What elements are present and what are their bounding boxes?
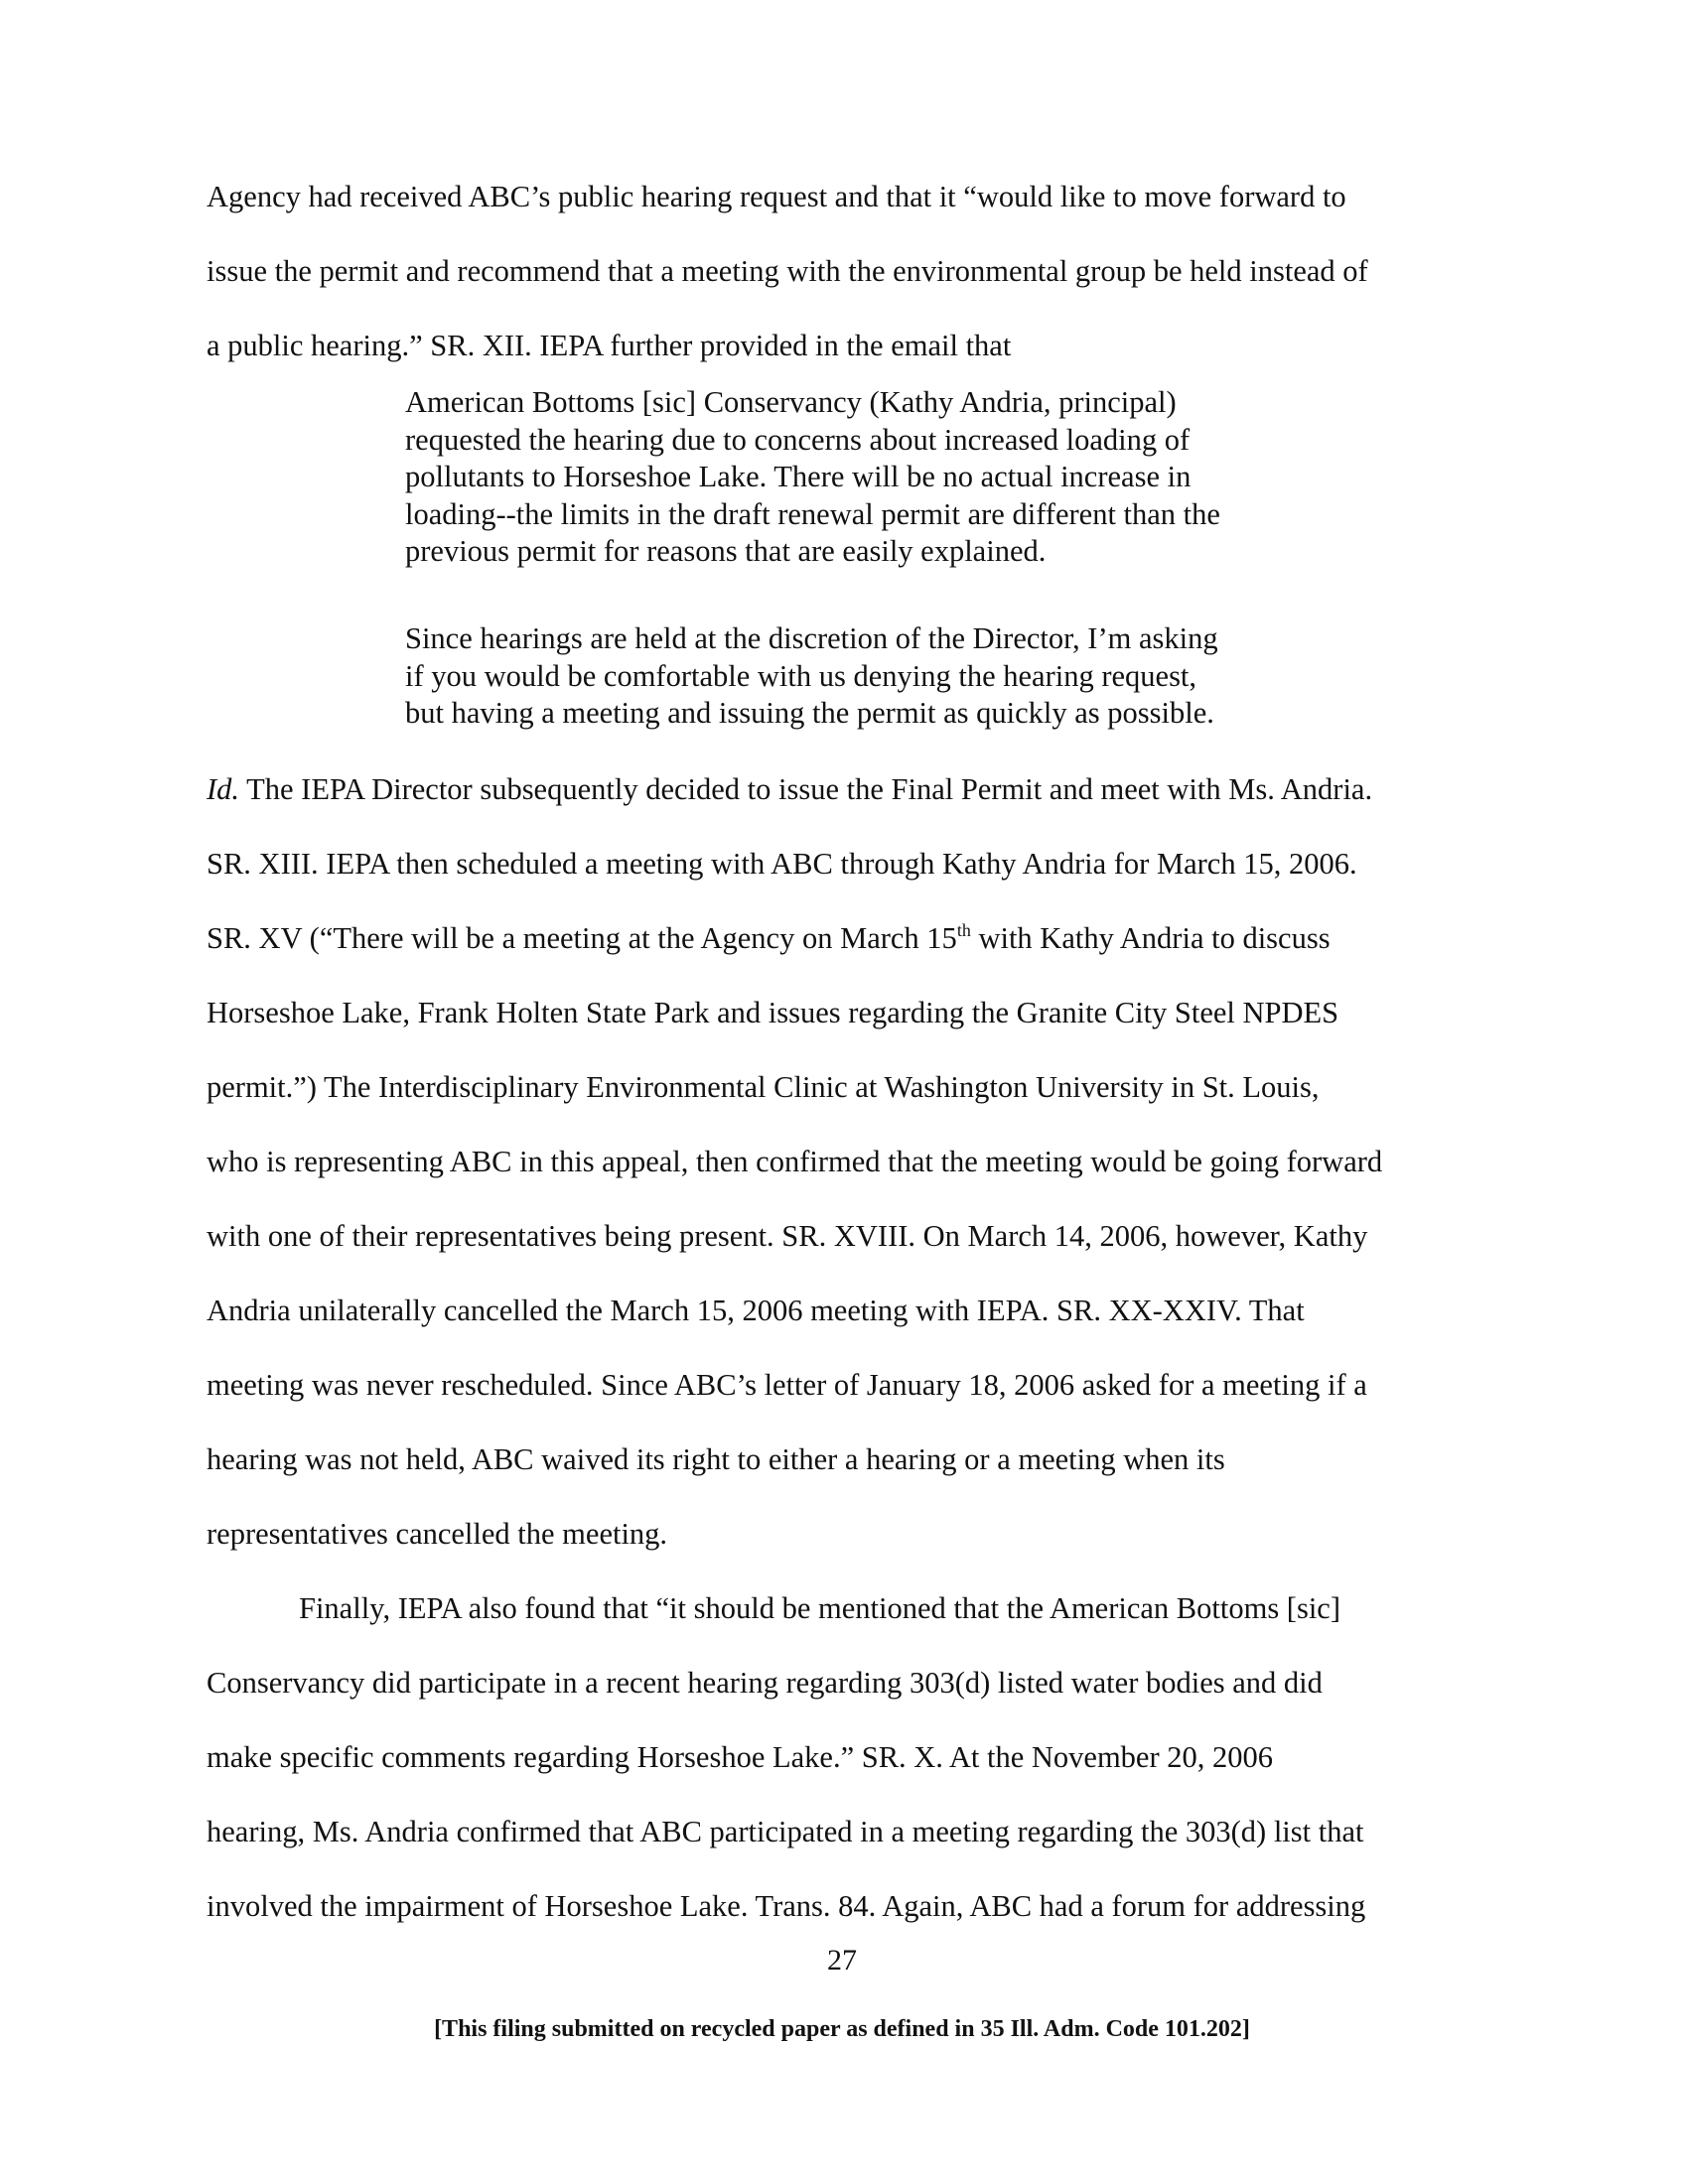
citation-id: Id.: [207, 772, 240, 806]
body-line-text: SR. XV (“There will be a meeting at the Agency on March 15: [207, 921, 957, 955]
body-line: [207, 774, 1372, 805]
body-line: Conservancy did participate in a recent hearing regarding 303(d) listed water bodies and did: [207, 1666, 1323, 1700]
superscript-th: th: [956, 920, 971, 940]
block-quote-paragraph: [405, 620, 1299, 733]
quote-line: but having a meeting and issuing the permit as quickly as possible.: [405, 696, 1214, 730]
body-line-text: The IEPA Director subsequently decided to issue the Final Permit and meet with Ms. Andria.: [239, 772, 1373, 806]
body-line: issue the permit and recommend that a meeting with the environmental group be held instead of: [207, 254, 1368, 288]
body-line: hearing was not held, ABC waived its right to either a hearing or a meeting when its: [207, 1442, 1225, 1476]
body-line: Finally, IEPA also found that “it should be mentioned that the American Bottoms [sic]: [299, 1591, 1341, 1625]
body-line: involved the impairment of Horseshoe Lake. Trans. 84. Again, ABC had a forum for addressing: [207, 1889, 1366, 1923]
body-line: Agency had received ABC’s public hearing request and that it “would like to move forward to: [207, 180, 1346, 213]
body-line: Horseshoe Lake, Frank Holten State Park and issues regarding the Granite City Steel NPDES: [207, 996, 1339, 1029]
body-line-text: with Kathy Andria to discuss: [970, 921, 1331, 955]
body-line: who is representing ABC in this appeal, then confirmed that the meeting would be going forward: [207, 1145, 1383, 1178]
body-line: representatives cancelled the meeting.: [207, 1517, 668, 1551]
quote-line: Since hearings are held at the discretion of the Director, I’m asking: [405, 621, 1218, 655]
page-number: 27: [827, 1944, 857, 1977]
quote-line: requested the hearing due to concerns about increased loading of: [405, 422, 1191, 457]
body-line: hearing, Ms. Andria confirmed that ABC participated in a meeting regarding the 303(d) list that: [207, 1815, 1364, 1848]
body-line: with one of their representatives being present. SR. XVIII. On March 14, 2006, however, Kathy: [207, 1219, 1368, 1253]
quote-line: American Bottoms [sic] Conservancy (Kathy Andria, principal): [405, 385, 1177, 419]
body-line: [207, 920, 1331, 955]
quote-line: if you would be comfortable with us denying the hearing request,: [405, 658, 1197, 693]
body-line: a public hearing.” SR. XII. IEPA further provided in the email that: [207, 329, 1012, 362]
block-quote-paragraph: [405, 384, 1299, 571]
quote-line: loading--the limits in the draft renewal permit are different than the: [405, 496, 1220, 531]
body-line: meeting was never rescheduled. Since ABC’s letter of January 18, 2006 asked for a meeting if a: [207, 1368, 1367, 1402]
body-line: Andria unilaterally cancelled the March 15, 2006 meeting with IEPA. SR. XX-XXIV. That: [207, 1294, 1305, 1327]
page-footer: [This filing submitted on recycled paper as defined in 35 Ill. Adm. Code 101.202]: [434, 2016, 1250, 2042]
quote-line: previous permit for reasons that are easily explained.: [405, 534, 1047, 568]
body-line: permit.”) The Interdisciplinary Environmental Clinic at Washington University in St. Louis,: [207, 1070, 1320, 1104]
quote-line: pollutants to Horseshoe Lake. There will be no actual increase in: [405, 460, 1192, 493]
body-line: SR. XIII. IEPA then scheduled a meeting with ABC through Kathy Andria for March 15, 2006.: [207, 847, 1357, 881]
body-line: make specific comments regarding Horseshoe Lake.” SR. X. At the November 20, 2006: [207, 1740, 1273, 1774]
